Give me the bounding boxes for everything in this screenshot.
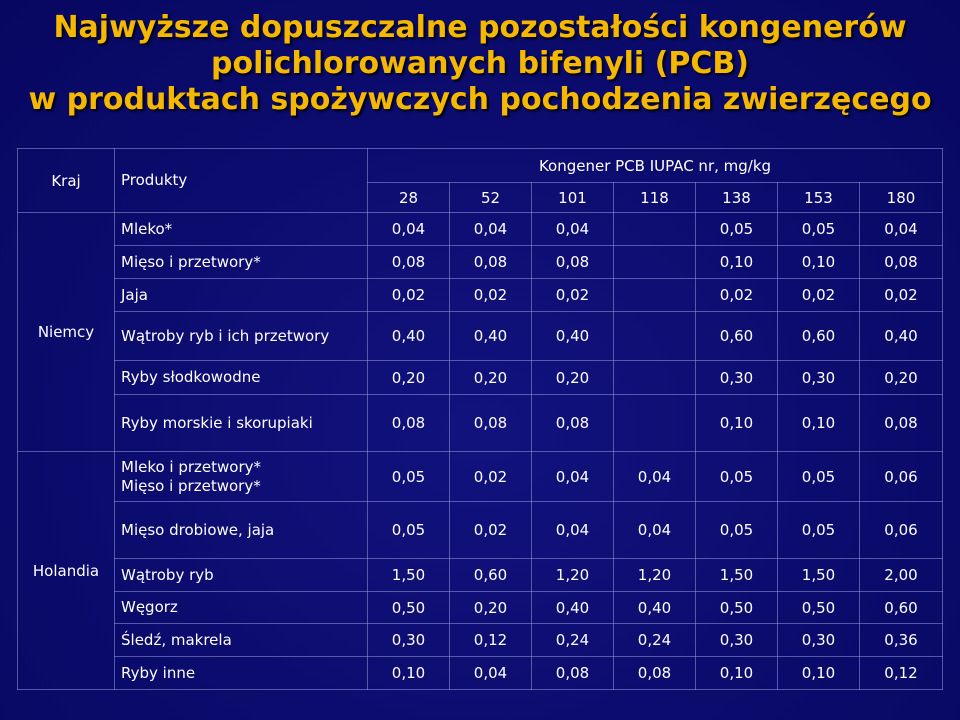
- value-cell: 0,30: [696, 361, 778, 395]
- value-cell: 0,02: [778, 279, 860, 312]
- header-congener-group: Kongener PCB IUPAC nr, mg/kg: [368, 149, 943, 183]
- value-cell: [614, 246, 696, 279]
- product-cell: Wątroby ryb i ich przetwory: [115, 312, 368, 361]
- value-cell: 0,50: [696, 592, 778, 624]
- value-cell: 0,30: [696, 624, 778, 657]
- value-cell: 0,02: [696, 279, 778, 312]
- value-cell: 0,02: [532, 279, 614, 312]
- title-line-1: Najwyższe dopuszczalne pozostałości kongenerów: [53, 10, 907, 45]
- table-row: [18, 657, 943, 690]
- product-line: Mięso i przetwory*: [121, 476, 261, 495]
- value-cell: 0,10: [696, 657, 778, 690]
- value-cell: 0,04: [532, 452, 614, 502]
- table-row: [18, 312, 943, 361]
- value-cell: 0,20: [450, 361, 532, 395]
- value-cell: 0,08: [860, 246, 943, 279]
- value-cell: 0,05: [778, 213, 860, 246]
- value-cell: 1,20: [532, 559, 614, 592]
- value-cell: 0,40: [860, 312, 943, 361]
- value-cell: 0,04: [368, 213, 450, 246]
- value-cell: 0,30: [778, 361, 860, 395]
- value-cell: 0,50: [368, 592, 450, 624]
- value-cell: 0,20: [532, 361, 614, 395]
- value-cell: 0,08: [532, 657, 614, 690]
- value-cell: 0,05: [696, 502, 778, 559]
- header-country: Kraj: [18, 149, 115, 213]
- value-cell: [614, 312, 696, 361]
- value-cell: 0,05: [778, 452, 860, 502]
- value-cell: 0,05: [368, 452, 450, 502]
- value-cell: 0,10: [778, 246, 860, 279]
- value-cell: 0,05: [696, 213, 778, 246]
- header-code-138: 138: [696, 183, 778, 213]
- value-cell: 0,20: [368, 361, 450, 395]
- value-cell: 0,02: [450, 502, 532, 559]
- value-cell: 0,50: [778, 592, 860, 624]
- table-row: [18, 213, 943, 246]
- value-cell: 0,05: [696, 452, 778, 502]
- value-cell: 0,30: [368, 624, 450, 657]
- product-cell: Mięso drobiowe, jaja: [115, 502, 368, 559]
- value-cell: 0,04: [614, 452, 696, 502]
- value-cell: 0,30: [778, 624, 860, 657]
- value-cell: 0,05: [368, 502, 450, 559]
- value-cell: 0,10: [696, 395, 778, 452]
- title-line-3: w produktach spożywczych pochodzenia zwierzęcego: [28, 82, 932, 117]
- value-cell: 0,04: [532, 502, 614, 559]
- value-cell: 0,36: [860, 624, 943, 657]
- value-cell: [614, 395, 696, 452]
- header-code-28: 28: [368, 183, 450, 213]
- value-cell: 0,08: [532, 395, 614, 452]
- table-row: [18, 559, 943, 592]
- product-cell: Ryby słodkowodne: [115, 361, 368, 395]
- value-cell: 0,08: [860, 395, 943, 452]
- table-row: [18, 624, 943, 657]
- country-cell-niemcy: Niemcy: [18, 213, 115, 452]
- value-cell: 0,06: [860, 502, 943, 559]
- value-cell: 0,08: [532, 246, 614, 279]
- value-cell: 0,02: [450, 452, 532, 502]
- country-cell-holandia: Holandia: [18, 452, 115, 690]
- value-cell: 0,40: [450, 312, 532, 361]
- product-line: Mleko i przetwory*: [121, 457, 262, 476]
- value-cell: 0,10: [368, 657, 450, 690]
- value-cell: 1,50: [368, 559, 450, 592]
- table-row: [18, 395, 943, 452]
- table-row: [18, 279, 943, 312]
- header-code-101: 101: [532, 183, 614, 213]
- value-cell: 0,04: [450, 657, 532, 690]
- value-cell: 0,12: [860, 657, 943, 690]
- value-cell: 0,04: [860, 213, 943, 246]
- value-cell: 0,20: [450, 592, 532, 624]
- table-row: [18, 361, 943, 395]
- value-cell: 0,08: [368, 246, 450, 279]
- value-cell: 0,12: [450, 624, 532, 657]
- value-cell: 0,40: [532, 592, 614, 624]
- title-line-2: polichlorowanych bifenyli (PCB): [211, 46, 749, 81]
- value-cell: [614, 279, 696, 312]
- value-cell: 0,06: [860, 452, 943, 502]
- value-cell: 0,20: [860, 361, 943, 395]
- value-cell: 0,04: [614, 502, 696, 559]
- header-code-180: 180: [860, 183, 943, 213]
- pcb-table: [17, 148, 943, 690]
- product-cell: Mięso i przetwory*: [115, 246, 368, 279]
- slide-title: [0, 10, 960, 118]
- value-cell: 0,02: [450, 279, 532, 312]
- value-cell: [614, 361, 696, 395]
- value-cell: 1,20: [614, 559, 696, 592]
- value-cell: 0,08: [450, 246, 532, 279]
- value-cell: 0,08: [614, 657, 696, 690]
- product-cell: [115, 452, 368, 502]
- value-cell: 0,04: [450, 213, 532, 246]
- value-cell: [614, 213, 696, 246]
- value-cell: 0,60: [450, 559, 532, 592]
- header-code-52: 52: [450, 183, 532, 213]
- value-cell: 0,02: [860, 279, 943, 312]
- product-cell: Śledź, makrela: [115, 624, 368, 657]
- product-cell: Ryby inne: [115, 657, 368, 690]
- value-cell: 0,10: [778, 395, 860, 452]
- product-cell: Ryby morskie i skorupiaki: [115, 395, 368, 452]
- value-cell: 0,04: [532, 213, 614, 246]
- header-code-153: 153: [778, 183, 860, 213]
- value-cell: 1,50: [696, 559, 778, 592]
- product-cell: Jaja: [115, 279, 368, 312]
- value-cell: 0,40: [614, 592, 696, 624]
- product-cell: Mleko*: [115, 213, 368, 246]
- value-cell: 0,60: [778, 312, 860, 361]
- table-row: [18, 502, 943, 559]
- value-cell: 0,24: [614, 624, 696, 657]
- table-row: [18, 592, 943, 624]
- value-cell: 0,08: [368, 395, 450, 452]
- header-code-118: 118: [614, 183, 696, 213]
- value-cell: 0,24: [532, 624, 614, 657]
- value-cell: 0,40: [532, 312, 614, 361]
- value-cell: 1,50: [778, 559, 860, 592]
- table-row: [18, 246, 943, 279]
- value-cell: 0,10: [778, 657, 860, 690]
- value-cell: 0,05: [778, 502, 860, 559]
- table-row: [18, 452, 943, 502]
- value-cell: 0,40: [368, 312, 450, 361]
- product-cell: Węgorz: [115, 592, 368, 624]
- value-cell: 2,00: [860, 559, 943, 592]
- value-cell: 0,08: [450, 395, 532, 452]
- product-cell: Wątroby ryb: [115, 559, 368, 592]
- header-products: Produkty: [115, 149, 368, 213]
- value-cell: 0,10: [696, 246, 778, 279]
- value-cell: 0,60: [860, 592, 943, 624]
- value-cell: 0,60: [696, 312, 778, 361]
- value-cell: 0,02: [368, 279, 450, 312]
